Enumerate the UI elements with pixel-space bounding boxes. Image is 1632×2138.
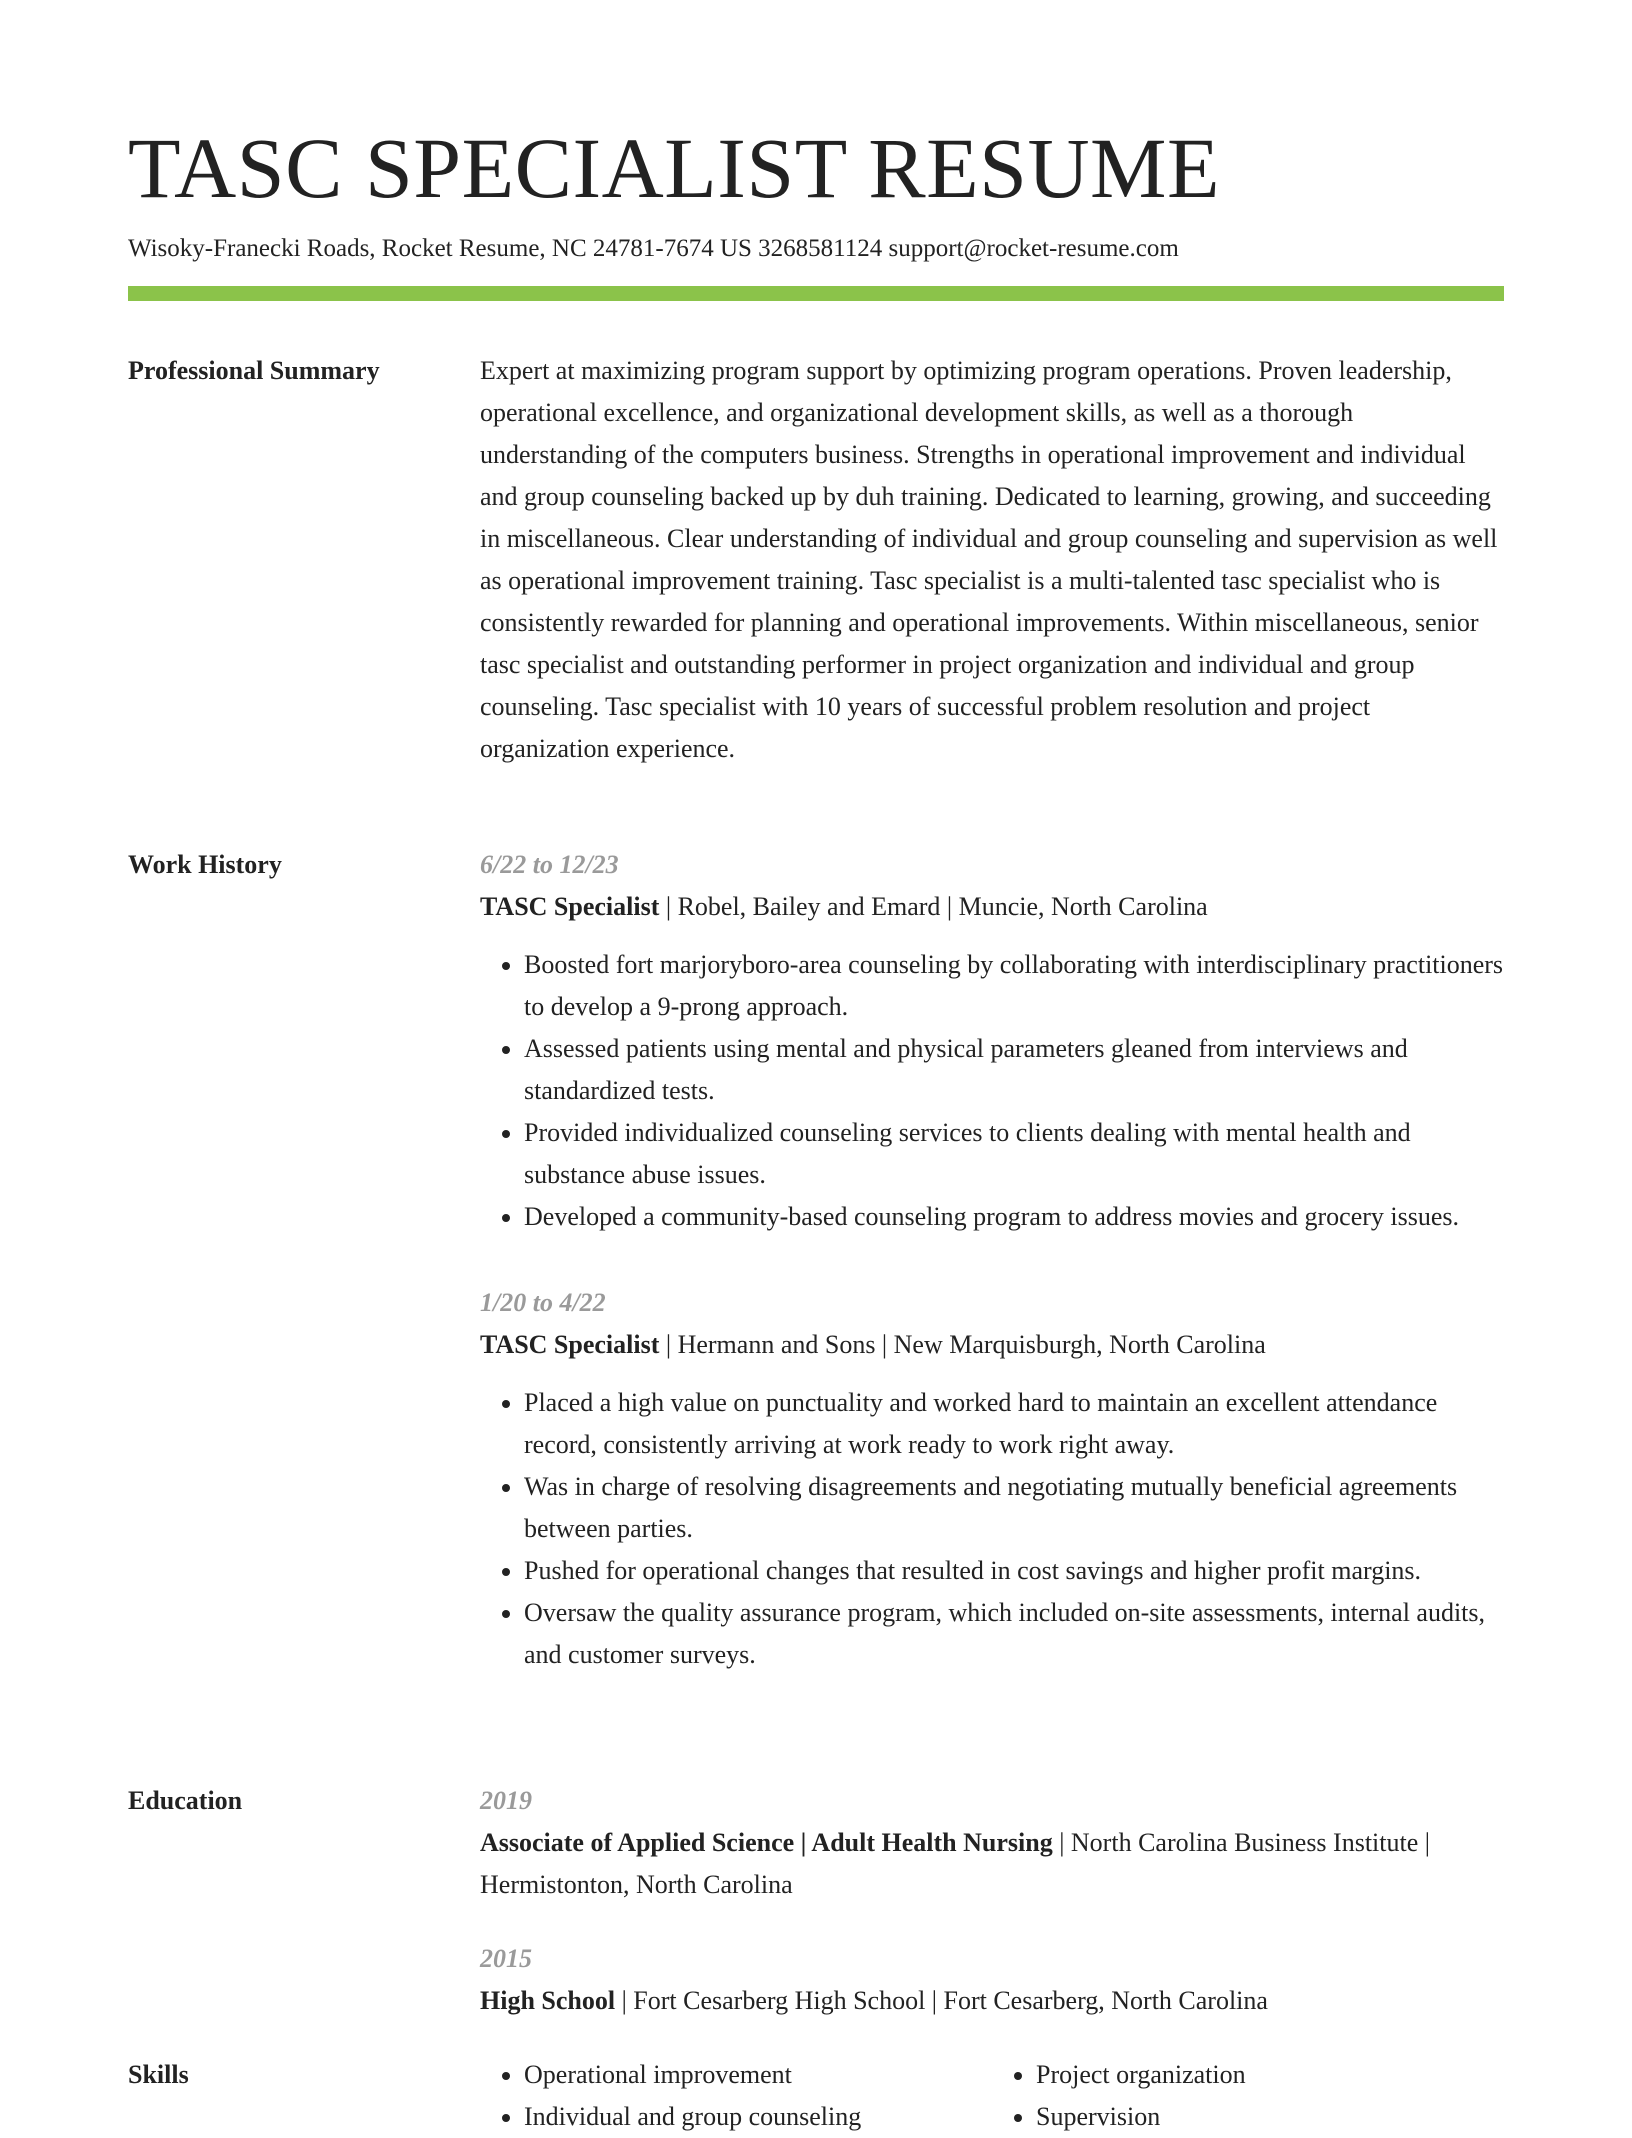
- education-heading: [480, 1980, 1504, 2022]
- education-heading: [480, 1822, 1504, 1906]
- summary-body: [480, 350, 1504, 770]
- job-dates: 1/20 to 4/22: [480, 1288, 606, 1317]
- education-details: | North Carolina Business Institute | Hermistonton, North Carolina: [480, 1828, 1430, 1899]
- education-degree: High School: [480, 1986, 616, 2015]
- section-label-work-history: Work History: [128, 850, 282, 879]
- skill-item: • Supervision: [1036, 2096, 1504, 2138]
- education-degree: Associate of Applied Science | Adult Health Nursing: [480, 1828, 1053, 1857]
- skill-item: • Operational improvement: [524, 2054, 992, 2096]
- job-bullets: [480, 944, 1504, 1238]
- contact-line: Wisoky-Franecki Roads, Rocket Resume, NC 24781-7674 US 3268581124 support@rocket-resume.com: [128, 235, 1179, 262]
- job-bullet: • Provided individualized counseling services to clients dealing with mental health and substance abuse issues.: [524, 1112, 1504, 1196]
- job-details: | Robel, Bailey and Emard | Muncie, North Carolina: [659, 892, 1208, 921]
- skills-grid: [480, 2054, 1504, 2138]
- skills-body: [480, 2054, 1504, 2138]
- job-bullet: • Was in charge of resolving disagreements and negotiating mutually beneficial agreements between parties.: [524, 1466, 1504, 1550]
- job-entry: [480, 844, 1504, 1238]
- education-details: | Fort Cesarberg High School | Fort Cesarberg, North Carolina: [615, 1986, 1268, 2015]
- job-bullets: [480, 1382, 1504, 1676]
- skills-column-left: [480, 2054, 992, 2138]
- job-details: | Hermann and Sons | New Marquisburgh, North Carolina: [659, 1330, 1266, 1359]
- skill-item: • Project organization: [1036, 2054, 1504, 2096]
- job-dates: 6/22 to 12/23: [480, 850, 619, 879]
- skill-item: • Individual and group counseling: [524, 2096, 992, 2138]
- section-label-summary: Professional Summary: [128, 356, 380, 385]
- job-heading: [480, 886, 1504, 928]
- job-bullet: • Pushed for operational changes that resulted in cost savings and higher profit margins.: [524, 1550, 1504, 1592]
- job-title: TASC Specialist: [480, 892, 660, 921]
- education-entry: [480, 1780, 1504, 1906]
- job-bullet: • Boosted fort marjoryboro-area counseling by collaborating with interdisciplinary practitioners to develop a 9-prong approach.: [524, 944, 1504, 1028]
- skills-column-right: [992, 2054, 1504, 2138]
- job-bullet: • Developed a community-based counseling program to address movies and grocery issues.: [524, 1196, 1504, 1238]
- job-heading: [480, 1324, 1504, 1366]
- education-year: 2015: [480, 1944, 532, 1973]
- resume-title: TASC SPECIALIST RESUME: [128, 120, 1221, 216]
- job-bullet: • Placed a high value on punctuality and worked hard to maintain an excellent attendance record, consistently arriving at work ready to work right away.: [524, 1382, 1504, 1466]
- work-history-body: [480, 844, 1504, 1676]
- section-label-skills: Skills: [128, 2060, 189, 2089]
- section-label-education: Education: [128, 1786, 243, 1815]
- education-body: [480, 1780, 1504, 2022]
- job-title: TASC Specialist: [480, 1330, 660, 1359]
- education-entry: [480, 1938, 1504, 2022]
- education-year: 2019: [480, 1786, 532, 1815]
- accent-divider: [128, 286, 1504, 301]
- job-bullet: • Oversaw the quality assurance program, which included on-site assessments, internal audits, and customer surveys.: [524, 1592, 1504, 1676]
- summary-text: Expert at maximizing program support by optimizing program operations. Proven leadership, operational excellence, and organizational development skills, as well as a thorough understanding of the computers business. Strengths in operational improvement and individual and group counseling backed up by duh training. Dedicated to learning, growing, and succeeding in miscellaneous. Clear understanding of individual and group counseling and supervision as well as operational improvement training. Tasc specialist is a multi-talented tasc specialist who is consistently rewarded for planning and operational improvements. Within miscellaneous, senior tasc specialist and outstanding performer in project organization and individual and group counseling. Tasc specialist with 10 years of successful problem resolution and project organization experience.: [480, 356, 1498, 763]
- job-bullet: • Assessed patients using mental and physical parameters gleaned from interviews and standardized tests.: [524, 1028, 1504, 1112]
- job-entry: [480, 1282, 1504, 1676]
